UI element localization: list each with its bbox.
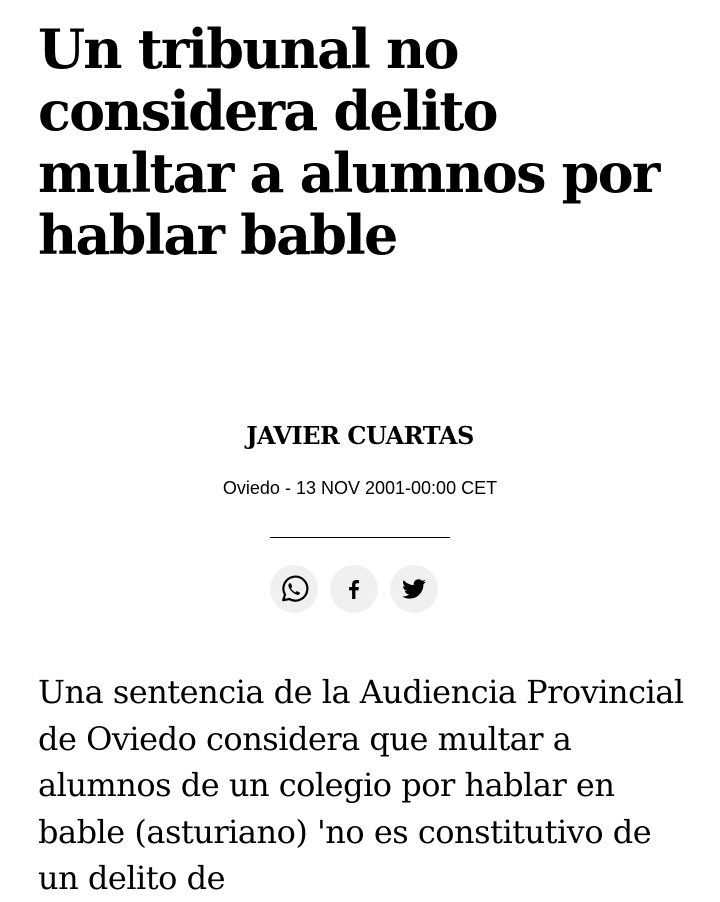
article-author[interactable]: JAVIER CUARTAS <box>246 421 474 450</box>
facebook-icon <box>342 577 366 601</box>
twitter-icon <box>401 576 427 602</box>
dateline-location: Oviedo <box>222 478 280 498</box>
share-whatsapp-button[interactable] <box>270 565 318 613</box>
share-buttons <box>270 565 450 613</box>
article-headline: Un tribunal no considera delito multar a alumnos por hablar bable <box>38 17 659 267</box>
whatsapp-icon <box>278 573 310 605</box>
byline-divider <box>270 537 450 538</box>
share-facebook-button[interactable] <box>330 565 378 613</box>
article-dateline: Oviedo - 13 NOV 2001-00:00 CET <box>222 478 498 498</box>
share-twitter-button[interactable] <box>390 565 438 613</box>
dateline-date: 13 NOV 2001 <box>295 478 406 498</box>
dateline-time: 00:00 CET <box>411 478 498 498</box>
article-lead: Una sentencia de la Audiencia Provincial de Oviedo considera que multar a alumnos de un colegio por hablar en bable (asturiano) 'no es constitutivo de un delito de <box>38 673 684 897</box>
